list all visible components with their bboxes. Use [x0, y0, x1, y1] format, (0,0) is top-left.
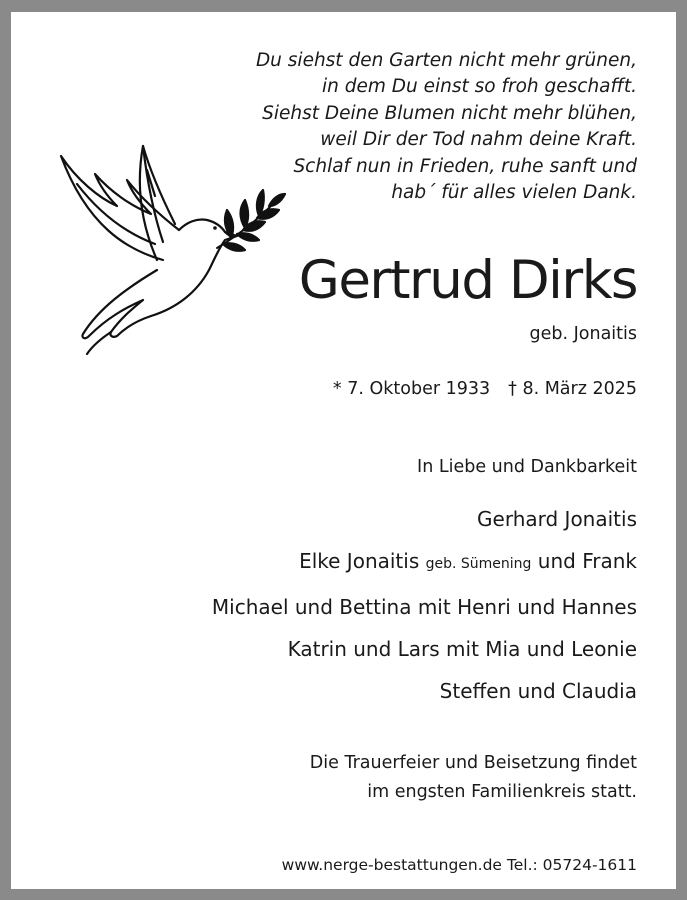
poem-line: weil Dir der Tod nahm deine Kraft. [320, 129, 637, 151]
service-line: Die Trauerfeier und Beisetzung findet [309, 753, 637, 773]
mourner-maiden-name: geb. Sümening [425, 556, 532, 573]
mourner-line: Katrin und Lars mit Mia und Leonie [287, 636, 637, 661]
service-line: im engsten Familienkreis statt. [367, 782, 637, 802]
mourner-partner: und Frank [537, 549, 637, 574]
mourner-line: Michael und Bettina mit Henri und Hannes [211, 594, 637, 619]
mourner-line: Gerhard Jonaitis [477, 507, 637, 531]
mourning-intro: In Liebe und Dankbarkeit [417, 457, 637, 477]
mourner-line: Steffen und Claudia [439, 679, 637, 704]
maiden-name: geb. Jonaitis [529, 324, 637, 344]
mourner-line [212, 540, 637, 585]
poem-line: in dem Du einst so froh geschafft. [321, 76, 637, 98]
poem-line: Schlaf nun in Frieden, ruhe sanft und [293, 155, 637, 177]
funeral-home-contact: www.nerge-bestattungen.de Tel.: 05724-1611 [281, 856, 637, 874]
mourner-name: Elke Jonaitis [299, 549, 420, 574]
mourners-list [212, 498, 637, 712]
poem-line: Siehst Deine Blumen nicht mehr blühen, [262, 102, 637, 124]
dove-with-olive-branch-icon [47, 140, 287, 360]
poem-line: Du siehst den Garten nicht mehr grünen, [255, 50, 637, 71]
deceased-name: Gertrud Dirks [298, 250, 637, 311]
service-info [310, 749, 637, 807]
poem-line: hab´ für alles vielen Dank. [391, 182, 637, 204]
poem [256, 48, 637, 206]
death-date: † 8. März 2025 [508, 379, 637, 399]
life-dates [333, 376, 637, 402]
birth-date: * 7. Oktober 1933 [332, 379, 491, 399]
